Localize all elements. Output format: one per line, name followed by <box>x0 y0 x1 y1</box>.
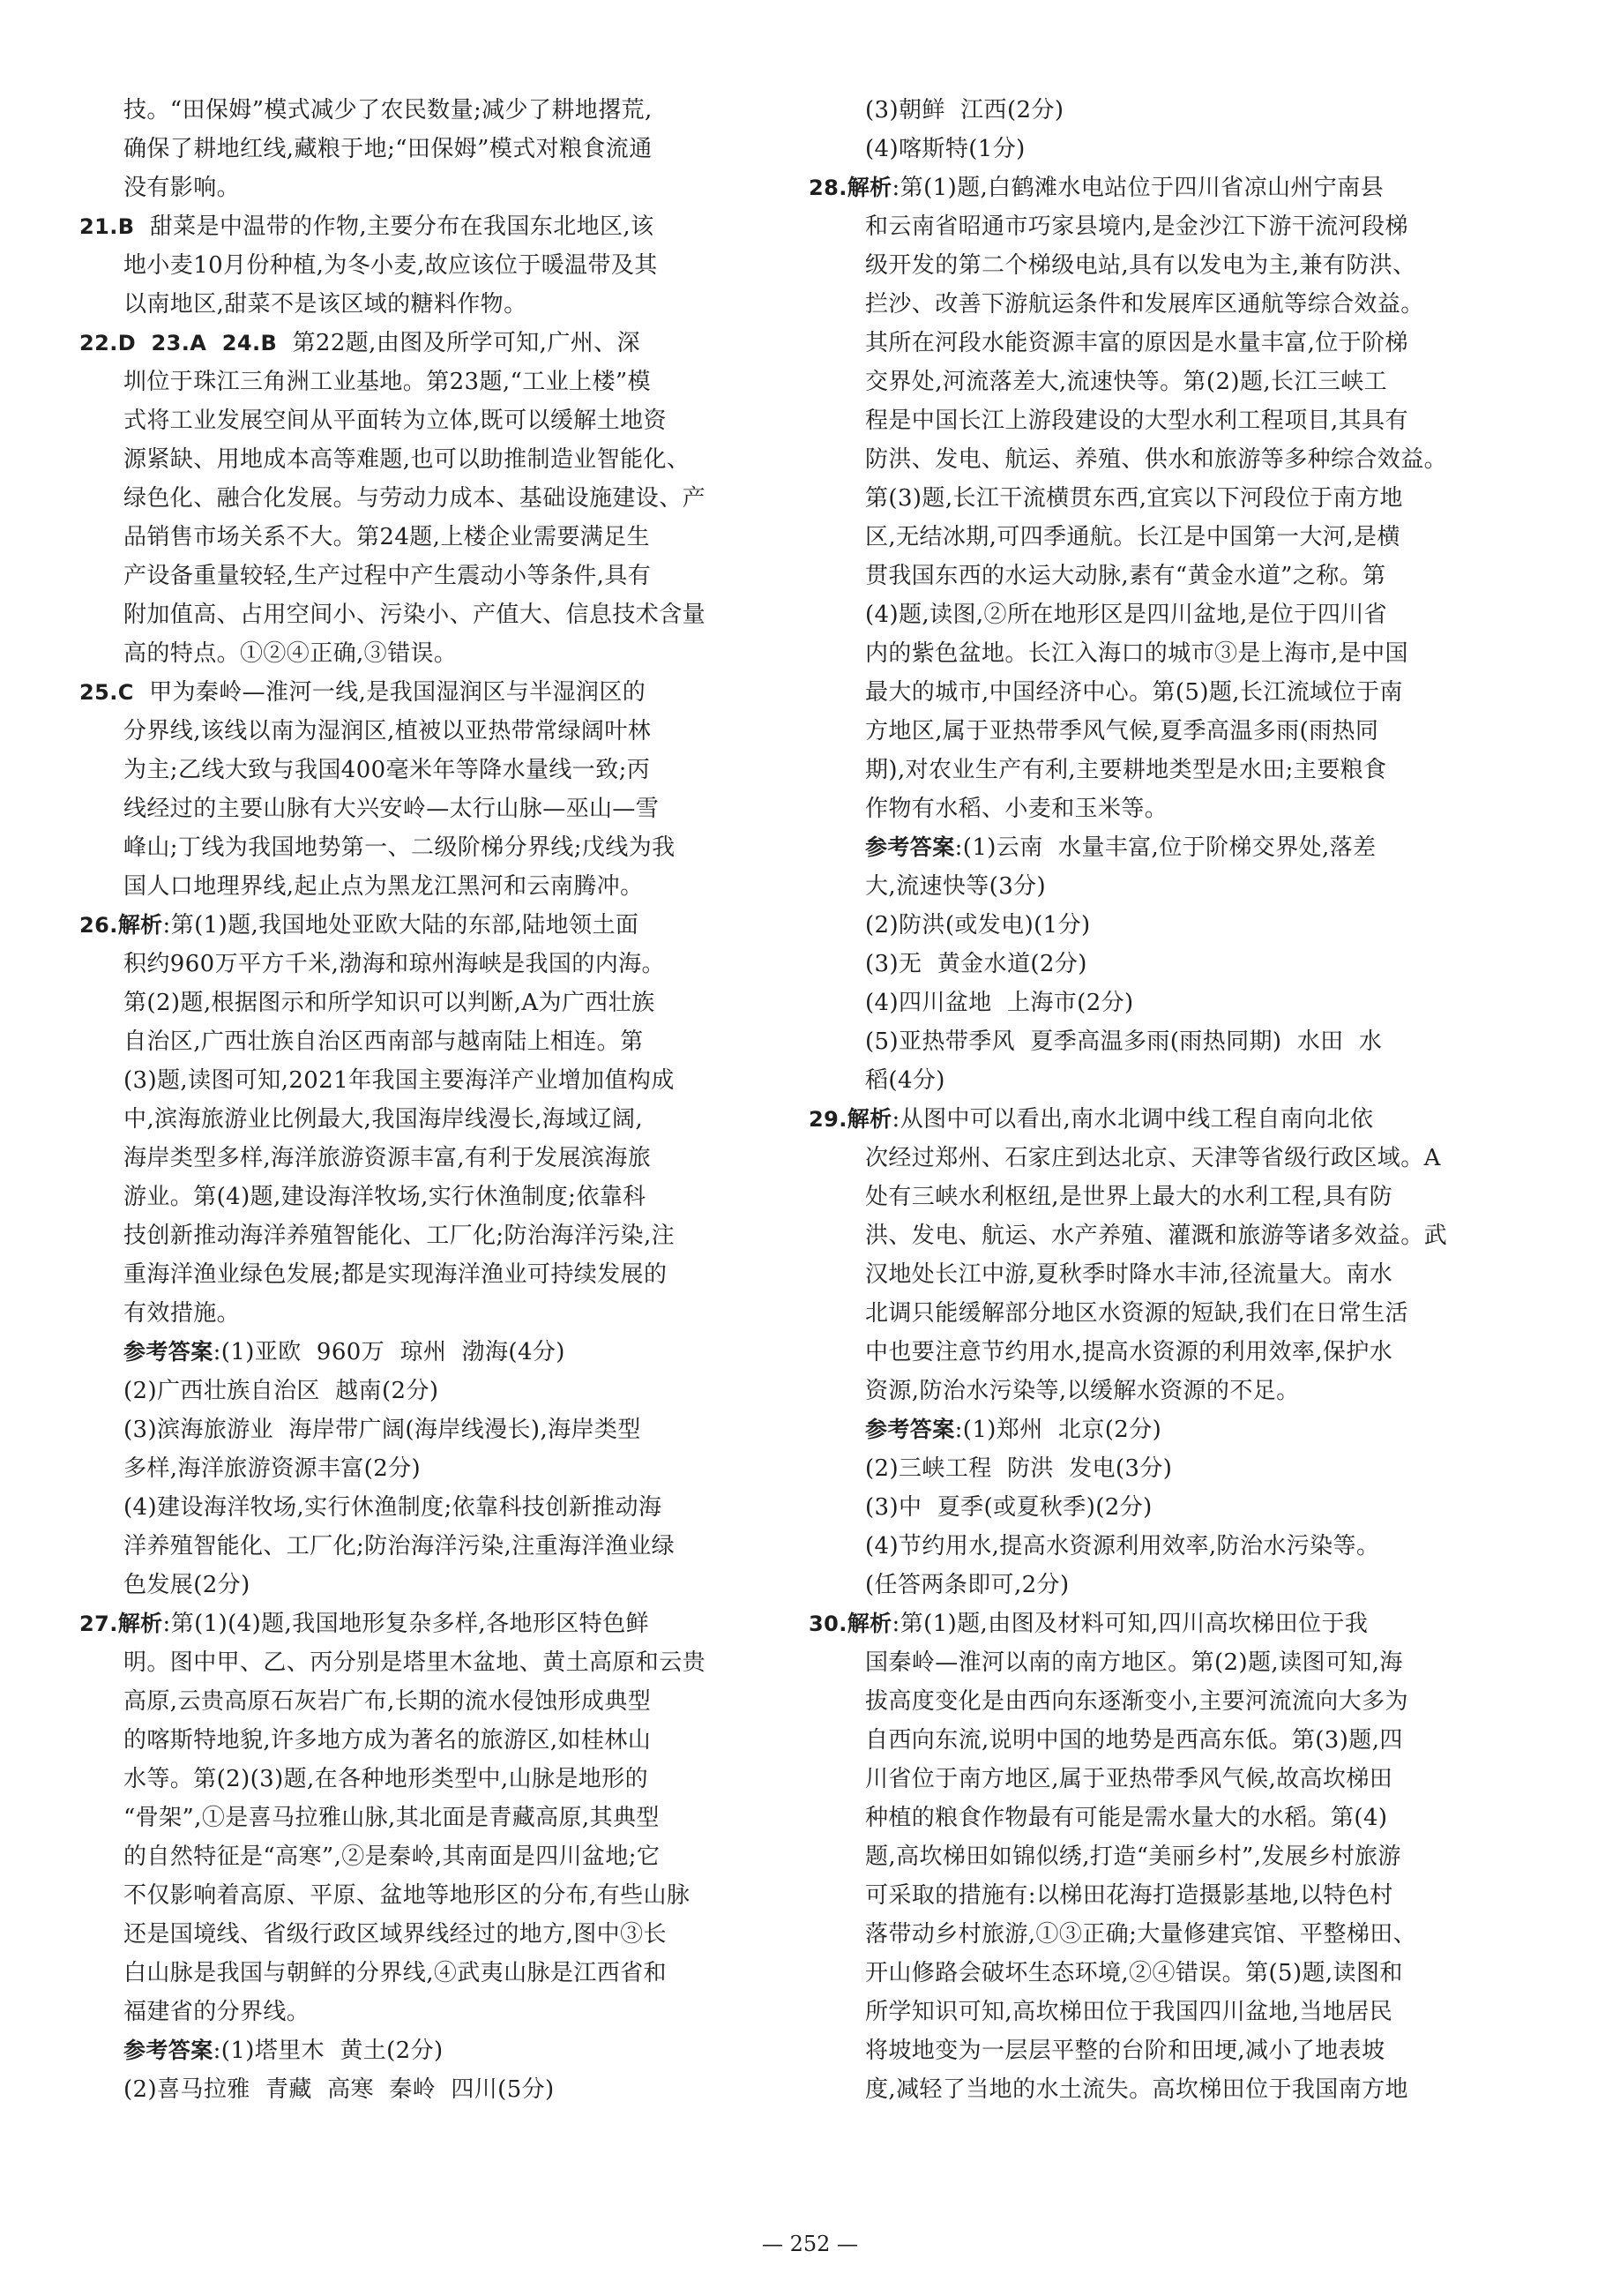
text-line: 线经过的主要山脉有大兴安岭—太行山脉—巫山—雪 <box>123 796 660 822</box>
text-line: 有效措施。 <box>123 1300 241 1327</box>
analysis-label: 解析 <box>117 912 163 938</box>
text-line: 峰山;丁线为我国地势第一、二级阶梯分界线;戊线为我 <box>123 834 676 861</box>
text-line: (4)题,读图,②所在地形区是四川盆地,是位于四川省 <box>865 602 1388 628</box>
answer-line: (2)防洪(或发电)(1分) <box>865 912 1091 939</box>
question-26-first-line <box>79 906 638 945</box>
text-line: 产设备重量较轻,生产过程中产生震动小等条件,具有 <box>123 563 652 589</box>
question-30-first-line <box>809 1604 1368 1643</box>
text-line: 处有三峡水利枢纽,是世界上最大的水利工程,具有防 <box>865 1184 1393 1210</box>
page-number: — 252 — <box>761 2232 859 2256</box>
question-number: 26. <box>79 913 118 938</box>
text-line: 落带动乡村旅游,①③正确;大量修建宾馆、平整梯田、 <box>865 1921 1417 1948</box>
answer-text: :(1)塔里木 黄土(2分) <box>213 2038 444 2064</box>
text-line: 开山修路会破坏生态环境,②④错误。第(5)题,读图和 <box>865 1960 1403 1986</box>
text-line: 期),对农业生产有利,主要耕地类型是水田;主要粮食 <box>865 757 1387 783</box>
text-line: 还是国境线、省级行政区域界线经过的地方,图中③长 <box>123 1921 667 1948</box>
answer-line: 大,流速快等(3分) <box>865 873 1047 900</box>
answer-label: 参考答案 <box>123 2038 213 2063</box>
explanation-text: :第(1)题,白鹤滩水电站位于四川省凉山州宁南县 <box>892 175 1384 201</box>
text-line: 不仅影响着高原、平原、盆地等地形区的分布,有些山脉 <box>123 1882 691 1909</box>
right-column <box>809 0 1448 2240</box>
text-line: 附加值高、占用空间小、污染小、产值大、信息技术含量 <box>123 602 706 628</box>
text-line: 品销售市场关系不大。第24题,上楼企业需要满足生 <box>123 524 650 550</box>
text-line: 水等。第(2)(3)题,在各种地形类型中,山脉是地形的 <box>123 1766 648 1792</box>
text-line: 题,高坎梯田如锦似绣,打造“美丽乡村”,发展乡村旅游 <box>865 1844 1401 1870</box>
answer-line: (任答两条即可,2分) <box>865 1572 1070 1598</box>
question-number: 25.C <box>79 680 134 705</box>
text-line: 明。图中甲、乙、丙分别是塔里木盆地、黄土高原和云贵 <box>123 1649 706 1676</box>
answer-first-line <box>865 1410 1161 1449</box>
question-28-first-line <box>809 168 1384 207</box>
text-line: “骨架”,①是喜马拉雅山脉,其北面是青藏高原,其典型 <box>123 1805 660 1831</box>
text-line: (3)题,读图可知,2021年我国主要海洋产业增加值构成 <box>123 1067 675 1094</box>
text-line: 拦沙、改善下游航运条件和发展库区通航等综合效益。 <box>865 291 1424 318</box>
answer-line: 色发展(2分) <box>123 1572 250 1598</box>
answer-line: (2)广西壮族自治区 越南(2分) <box>123 1378 439 1404</box>
answer-label: 参考答案 <box>865 834 955 860</box>
text-line: 作物有水稻、小麦和玉米等。 <box>865 796 1168 822</box>
text-line: 的喀斯特地貌,许多地方成为著名的旅游区,如桂林山 <box>123 1727 652 1754</box>
question-22-first-line <box>79 324 640 363</box>
question-number: 27. <box>79 1612 118 1636</box>
text-line: 拔高度变化是由西向东逐渐变小,主要河流流向大多为 <box>865 1688 1408 1715</box>
text-line: 式将工业发展空间从平面转为立体,既可以缓解土地资 <box>123 408 667 434</box>
analysis-label: 解析 <box>847 1106 892 1132</box>
answer-line: 多样,海洋旅游资源丰富(2分) <box>123 1455 422 1482</box>
text-line: 自西向东流,说明中国的地势是西高东低。第(3)题,四 <box>865 1727 1403 1754</box>
explanation-text: :第(1)题,我国地处亚欧大陆的东部,陆地领土面 <box>162 912 639 939</box>
question-number: 29. <box>809 1107 847 1132</box>
answer-label: 参考答案 <box>865 1417 955 1442</box>
text-line: 高的特点。①②④正确,③错误。 <box>123 640 458 667</box>
explanation-text: :第(1)题,由图及材料可知,四川高坎梯田位于我 <box>892 1611 1369 1637</box>
answer-line: (4)喀斯特(1分) <box>865 136 1026 162</box>
question-29-first-line <box>809 1100 1373 1139</box>
text-line: 川省位于南方地区,属于亚热带季风气候,故高坎梯田 <box>865 1766 1393 1792</box>
text-line: 种植的粮食作物最有可能是需水量大的水稻。第(4) <box>865 1805 1388 1831</box>
text-line: 确保了耕地红线,藏粮于地;“田保姆”模式对粮食流通 <box>123 136 653 162</box>
text-line: 可采取的措施有:以梯田花海打造摄影基地,以特色村 <box>865 1882 1393 1909</box>
text-line: 重海洋渔业绿色发展;都是实现海洋渔业可持续发展的 <box>123 1261 668 1288</box>
answer-line: 洋养殖智能化、工厂化;防治海洋污染,注重海洋渔业绿 <box>123 1533 676 1559</box>
question-21-first-line <box>79 207 653 246</box>
text-line: 以南地区,甜菜不是该区域的糖料作物。 <box>123 291 527 318</box>
text-line: 中也要注意节约用水,提高水资源的利用效率,保护水 <box>865 1339 1393 1365</box>
text-line: 白山脉是我国与朝鲜的分界线,④武夷山脉是江西省和 <box>123 1960 667 1986</box>
answer-first-line <box>123 1333 565 1372</box>
text-line: 国秦岭—淮河以南的南方地区。第(2)题,读图可知,海 <box>865 1649 1403 1676</box>
answer-text: :(1)云南 水量丰富,位于阶梯交界处,落差 <box>954 834 1377 861</box>
analysis-label: 解析 <box>847 175 892 200</box>
analysis-label: 解析 <box>117 1611 163 1636</box>
answer-line: (4)四川盆地 上海市(2分) <box>865 990 1134 1016</box>
answer-text: :(1)亚欧 960万 琼州 渤海(4分) <box>213 1339 565 1365</box>
text-line: 洪、发电、航运、水产养殖、灌溉和旅游等诸多效益。武 <box>865 1223 1448 1249</box>
text-line: 交界处,河流落差大,流速快等。第(2)题,长江三峡工 <box>865 369 1388 395</box>
answer-line: (4)节约用水,提高水资源利用效率,防治水污染等。 <box>865 1533 1380 1559</box>
text-line: 的自然特征是“高寒”,②是秦岭,其南面是四川盆地;它 <box>123 1844 661 1870</box>
question-number: 22.D 23.A 24.B <box>79 331 278 355</box>
answer-line: (3)中 夏季(或夏秋季)(2分) <box>865 1494 1153 1521</box>
text-line: 度,减轻了当地的水土流失。高坎梯田位于我国南方地 <box>865 2076 1408 2103</box>
explanation-text: 第22题,由图及所学可知,广州、深 <box>277 330 640 356</box>
text-line: 级开发的第二个梯级电站,具有以发电为主,兼有防洪、 <box>865 252 1416 279</box>
text-line: 没有影响。 <box>123 175 241 201</box>
answer-first-line <box>865 828 1376 867</box>
answer-label: 参考答案 <box>123 1339 213 1365</box>
answer-line: (2)喜马拉雅 青藏 高寒 秦岭 四川(5分) <box>123 2076 555 2103</box>
answer-line: (3)无 黄金水道(2分) <box>865 951 1087 977</box>
text-line: 为主;乙线大致与我国400毫米年等降水量线一致;丙 <box>123 757 651 783</box>
text-line: 绿色化、融合化发展。与劳动力成本、基础设施建设、产 <box>123 485 706 512</box>
text-line: 内的紫色盆地。长江入海口的城市③是上海市,是中国 <box>865 640 1408 667</box>
answer-line: (3)滨海旅游业 海岸带广阔(海岸线漫长),海岸类型 <box>123 1417 641 1443</box>
answer-line: (5)亚热带季风 夏季高温多雨(雨热同期) 水田 水 <box>865 1028 1383 1055</box>
explanation-text: :第(1)(4)题,我国地形复杂多样,各地形区特色鲜 <box>162 1611 649 1637</box>
text-line: 自治区,广西壮族自治区西南部与越南陆上相连。第 <box>123 1028 644 1055</box>
text-line: 中,滨海旅游业比例最大,我国海岸线漫长,海域辽阔, <box>123 1106 644 1133</box>
text-line: 和云南省昭通市巧家县境内,是金沙江下游干流河段梯 <box>865 213 1408 240</box>
text-line: 分界线,该线以南为湿润区,植被以亚热带常绿阔叶林 <box>123 718 652 744</box>
text-line: 资源,防治水污染等,以缓解水资源的不足。 <box>865 1378 1300 1404</box>
answer-line: 稻(4分) <box>865 1067 945 1094</box>
answer-line: (3)朝鲜 江西(2分) <box>865 97 1064 123</box>
analysis-label: 解析 <box>847 1611 892 1636</box>
text-line: 第(3)题,长江干流横贯东西,宜宾以下河段位于南方地 <box>865 485 1403 512</box>
text-line: 方地区,属于亚热带季风气候,夏季高温多雨(雨热同 <box>865 718 1379 744</box>
answer-line: (2)三峡工程 防洪 发电(3分) <box>865 1455 1173 1482</box>
text-line: 技。“田保姆”模式减少了农民数量;减少了耕地撂荒, <box>123 97 653 123</box>
text-line: 区,无结冰期,可四季通航。长江是中国第一大河,是横 <box>865 524 1400 550</box>
text-line: 源紧缺、用地成本高等难题,也可以助推制造业智能化、 <box>123 446 691 473</box>
text-line: 将坡地变为一层层平整的台阶和田埂,减小了地表坡 <box>865 2038 1385 2064</box>
text-line: 贯我国东西的水运大动脉,素有“黄金水道”之称。第 <box>865 563 1386 589</box>
text-line: 汉地处长江中游,夏秋季时降水丰沛,径流量大。南水 <box>865 1261 1393 1288</box>
text-line: 最大的城市,中国经济中心。第(5)题,长江流域位于南 <box>865 679 1403 706</box>
question-25-first-line <box>79 673 646 712</box>
text-line: 游业。第(4)题,建设海洋牧场,实行休渔制度;依靠科 <box>123 1184 646 1210</box>
answer-first-line <box>123 2031 444 2070</box>
text-line: 福建省的分界线。 <box>123 1999 310 2025</box>
text-line: 其所在河段水能资源丰富的原因是水量丰富,位于阶梯 <box>865 330 1408 356</box>
text-line: 地小麦10月份种植,为冬小麦,故应该位于暖温带及其 <box>123 252 658 279</box>
text-line: 圳位于珠江三角洲工业基地。第23题,“工业上楼”模 <box>123 369 651 395</box>
explanation-text: :从图中可以看出,南水北调中线工程自南向北依 <box>892 1106 1374 1133</box>
text-line: 次经过郑州、石家庄到达北京、天津等省级行政区域。A <box>865 1145 1441 1171</box>
question-27-first-line <box>79 1604 649 1643</box>
text-line: 海岸类型多样,海洋旅游资源丰富,有利于发展滨海旅 <box>123 1145 652 1171</box>
text-line: 第(2)题,根据图示和所学知识可以判断,A为广西壮族 <box>123 990 655 1016</box>
question-number: 21.B <box>79 214 135 239</box>
explanation-text: 甜菜是中温带的作物,主要分布在我国东北地区,该 <box>134 213 654 240</box>
question-number: 30. <box>809 1612 847 1636</box>
left-column <box>79 0 706 2240</box>
text-line: 国人口地理界线,起止点为黑龙江黑河和云南腾冲。 <box>123 873 644 900</box>
answer-line: (4)建设海洋牧场,实行休渔制度;依靠科技创新推动海 <box>123 1494 662 1521</box>
question-number: 28. <box>809 176 847 200</box>
text-line: 防洪、发电、航运、养殖、供水和旅游等多种综合效益。 <box>865 446 1448 473</box>
answer-text: :(1)郑州 北京(2分) <box>954 1417 1162 1443</box>
text-line: 所学知识可知,高坎梯田位于我国四川盆地,当地居民 <box>865 1999 1393 2025</box>
text-line: 高原,云贵高原石灰岩广布,长期的流水侵蚀形成典型 <box>123 1688 652 1715</box>
text-line: 程是中国长江上游段建设的大型水利工程项目,其具有 <box>865 408 1408 434</box>
text-line: 技创新推动海洋养殖智能化、工厂化;防治海洋污染,注 <box>123 1223 676 1249</box>
explanation-text: 甲为秦岭—淮河一线,是我国湿润区与半湿润区的 <box>133 679 646 706</box>
text-line: 积约960万平方千米,渤海和琼州海峡是我国的内海。 <box>123 951 665 977</box>
text-line: 北调只能缓解部分地区水资源的短缺,我们在日常生活 <box>865 1300 1408 1327</box>
